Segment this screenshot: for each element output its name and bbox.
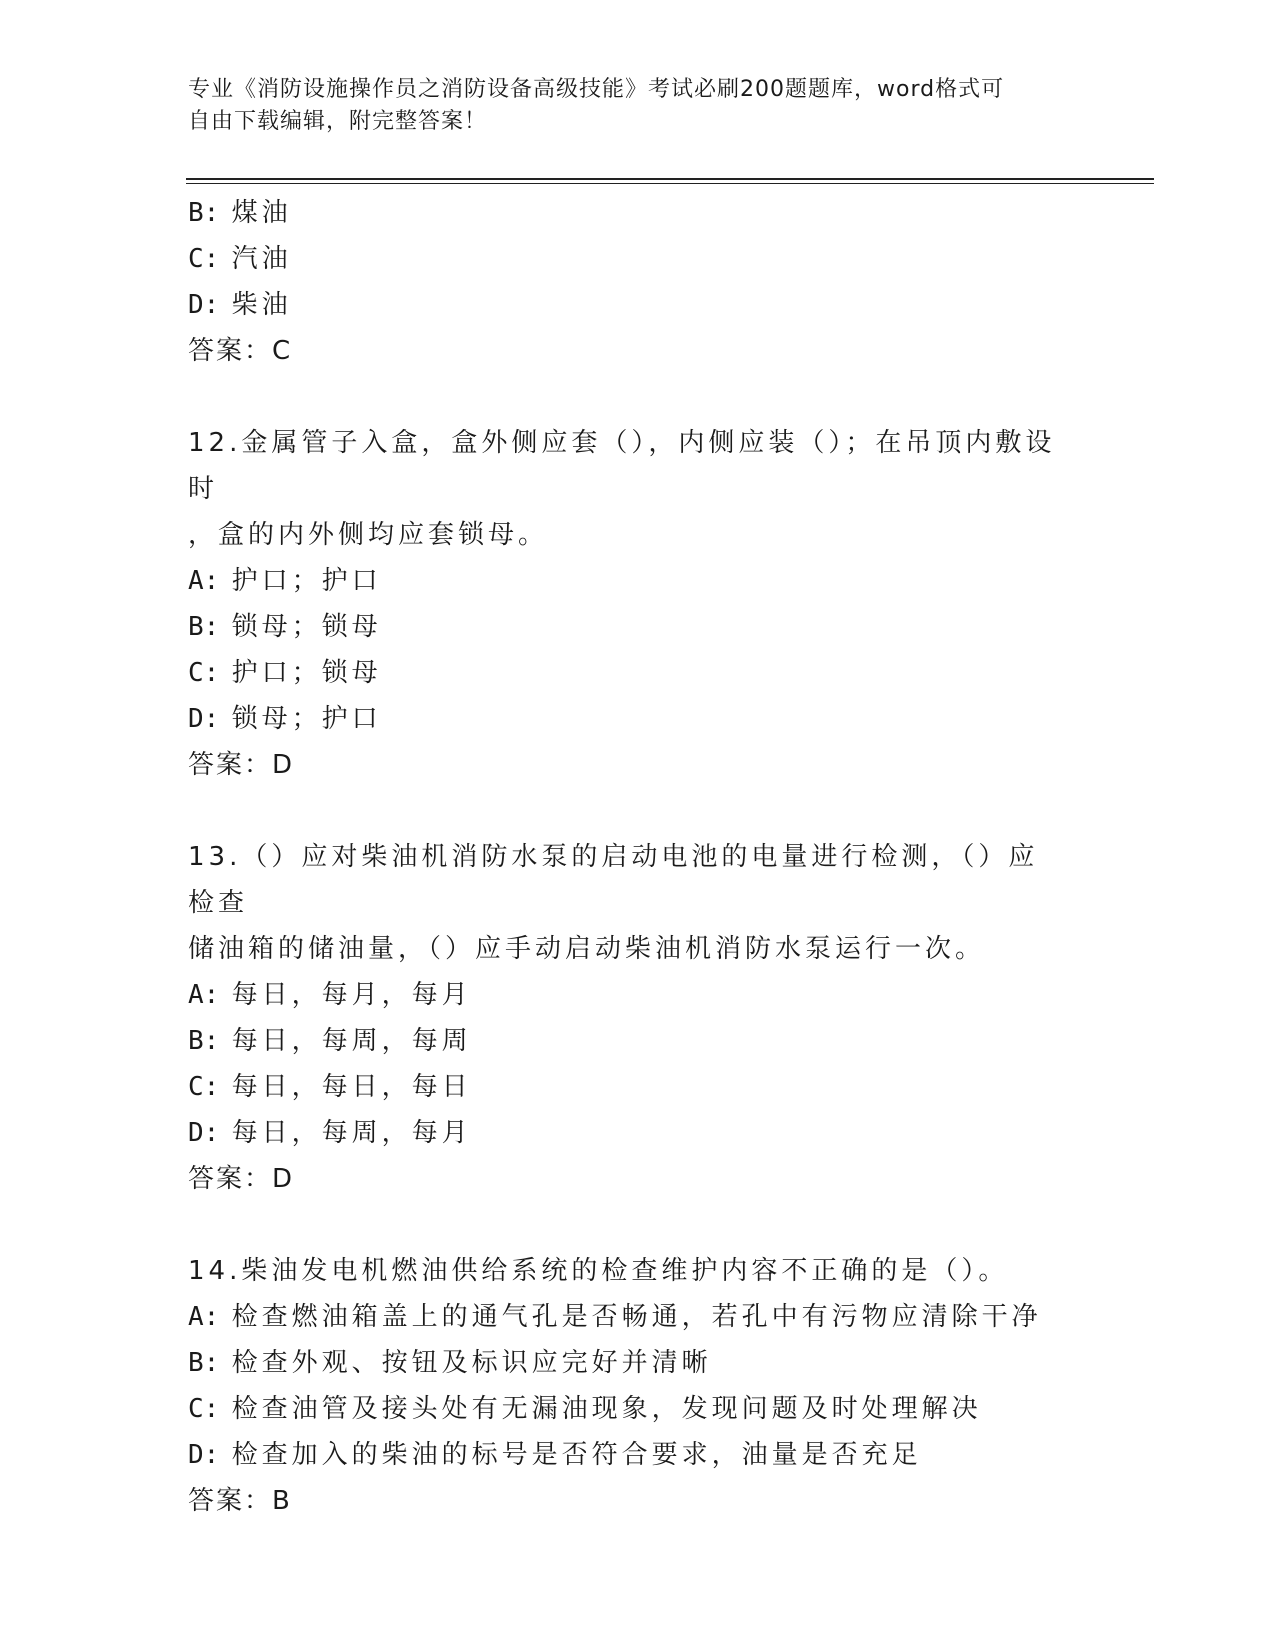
option-b: B: 每日，每周，每周 [188,1026,472,1056]
header-line-1: 专业《消防设施操作员之消防设备高级技能》考试必刷200题题库，word格式可 [188,77,1005,102]
question-12 [188,420,1088,788]
question-stem [188,1248,1068,1294]
answer-line: 答案：D [188,1164,295,1194]
option-b: B: 锁母；锁母 [188,612,382,642]
page-header [188,74,1068,138]
question-13 [188,834,1088,1202]
answer-line: 答案：C [188,336,293,366]
option-d: D: 锁母；护口 [188,704,382,734]
answer-line: 答案：B [188,1486,292,1516]
question-stem-line-1: 12.金属管子入盒，盒外侧应套（），内侧应装（）；在吊顶内敷设时 [188,428,1056,504]
header-line-2: 自由下载编辑，附完整答案！ [188,109,488,134]
option-a: A: 每日，每月，每月 [188,980,472,1010]
option-c: C: 每日，每日，每日 [188,1072,472,1102]
question-stem-line-2: 储油箱的储油量，（）应手动启动柴油机消防水泵运行一次。 [188,934,986,964]
option-a: A: 检查燃油箱盖上的通气孔是否畅通，若孔中有污物应清除干净 [188,1302,1042,1332]
question-stem [188,420,1068,558]
option-a: A: 护口；护口 [188,566,382,596]
question-list [188,190,1088,1524]
question-14 [188,1248,1088,1524]
option-d: D: 每日，每周，每月 [188,1118,472,1148]
option-b: B: 检查外观、按钮及标识应完好并清晰 [188,1348,712,1378]
option-b: B: 煤油 [188,198,292,228]
option-d: D: 柴油 [188,290,292,320]
option-c: C: 护口；锁母 [188,658,382,688]
option-c: C: 检查油管及接头处有无漏油现象，发现问题及时处理解决 [188,1394,982,1424]
question-stem-line-2: ，盒的内外侧均应套锁母。 [188,520,549,550]
question-stem-line-1: 13.（）应对柴油机消防水泵的启动电池的电量进行检测，（）应检查 [188,842,1039,918]
header-rule-thick [186,178,1154,180]
question-stem-line-1: 14.柴油发电机燃油供给系统的检查维护内容不正确的是（）。 [188,1256,1009,1286]
header-rule-thin [186,183,1154,184]
option-c: C: 汽油 [188,244,292,274]
option-d: D: 检查加入的柴油的标号是否符合要求，油量是否充足 [188,1440,922,1470]
answer-line: 答案：D [188,750,295,780]
question-stem [188,834,1068,972]
question-11-continued [188,190,1088,374]
